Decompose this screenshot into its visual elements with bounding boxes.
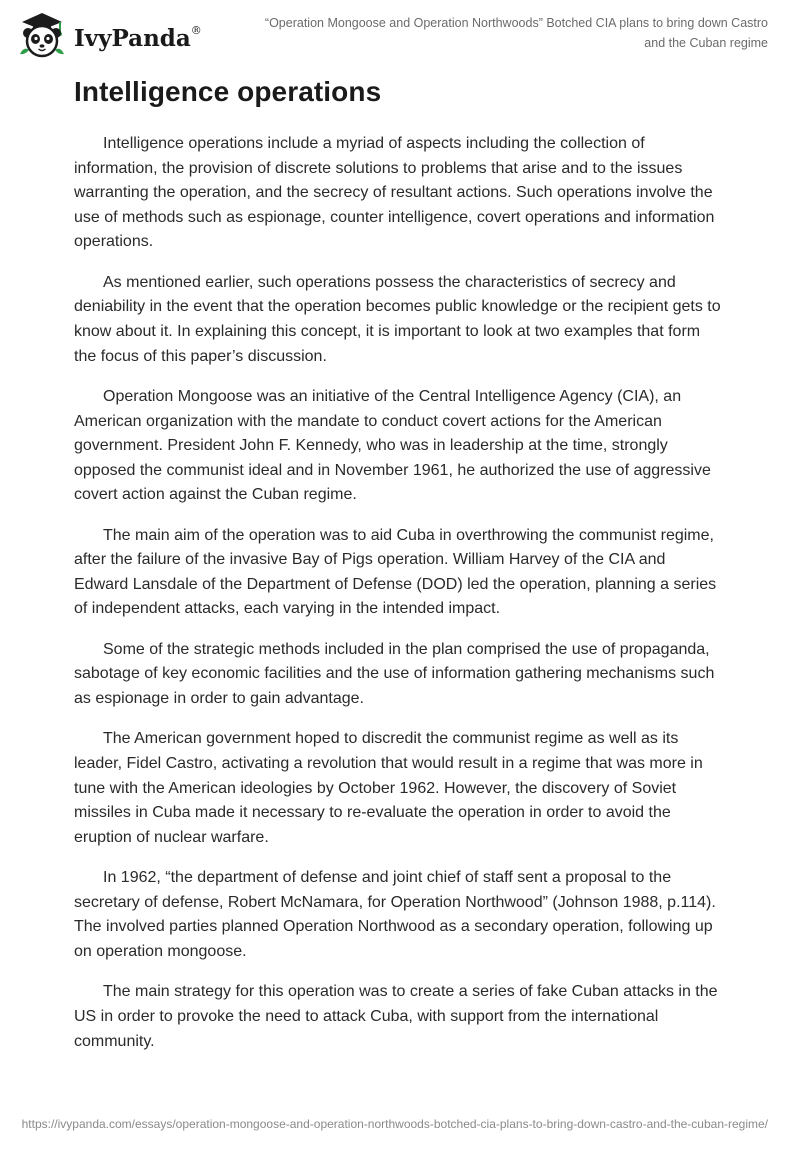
- paragraph: The main aim of the operation was to aid Cuba in overthrowing the communist regime, after the failure of the invasive Bay of Pigs operation. William Harvey of the CIA and Edward Lansdale of the Department of Defense (DOD) led the operation, planning a series of independent attacks, each varying in the intended impact.: [74, 526, 717, 618]
- panda-graduate-icon: [16, 8, 68, 60]
- source-url[interactable]: https://ivypanda.com/essays/operation-mongoose-and-operation-northwoods-botched-cia-plans-to-bring-down-castro-and-the-cuban-regime/: [21, 1117, 768, 1131]
- paragraph: As mentioned earlier, such operations possess the characteristics of secrecy and deniability in the event that the operation becomes public knowledge or the recipient gets to know about it. In explaining this concept, it is important to look at two examples that form the focus of this paper’s discussion.: [74, 273, 721, 365]
- document-title: “Operation Mongoose and Operation Northwoods” Botched CIA plans to bring down Castro and the Cuban regime: [264, 16, 768, 50]
- paragraph: Intelligence operations include a myriad of aspects including the collection of information, the provision of discrete solutions to problems that arise and to the issues warranting the operation, and the secrecy of resultant actions. Such operations involve the use of methods such as espionage, counter intelligence, covert operations and information operations.: [74, 135, 715, 251]
- paragraph: In 1962, “the department of defense and joint chief of staff sent a proposal to the secretary of defense, Robert McNamara, for Operation Northwood” (Johnson 1988, p.114). The involved parties planned Operation Northwood as a secondary operation, following up on operation mongoose.: [74, 869, 716, 960]
- page-header: [0, 0, 800, 60]
- paragraph: The main strategy for this operation was to create a series of fake Cuban attacks in the US in order to provoke the need to attack Cuba, with support from the international community.: [74, 983, 718, 1050]
- section-heading: Intelligence operations: [74, 76, 382, 107]
- article-body: [74, 132, 724, 1070]
- brand-name: IvyPanda®: [74, 23, 202, 52]
- ivypanda-logo[interactable]: [16, 8, 202, 60]
- paragraph: Some of the strategic methods included in the plan comprised the use of propaganda, sabotage of key economic facilities and the use of information gathering mechanisms such as espionage in order to gain advantage.: [74, 640, 715, 708]
- paragraph: The American government hoped to discredit the communist regime as well as its leader, Fidel Castro, activating a revolution that would result in a regime that was more in tune with the American ideologies by October 1962. However, the discovery of Soviet missiles in Cuba made it necessary to re-evaluate the operation in order to avoid the eruption of nuclear warfare.: [74, 730, 703, 846]
- registered-mark: ®: [190, 23, 202, 37]
- paragraph: Operation Mongoose was an initiative of the Central Intelligence Agency (CIA), an American organization with the mandate to conduct covert actions for the American government. President John F. Kennedy, who was in leadership at the time, strongly opposed the communist ideal and in November 1961, he authorized the use of aggressive covert action against the Cuban regime.: [74, 387, 711, 504]
